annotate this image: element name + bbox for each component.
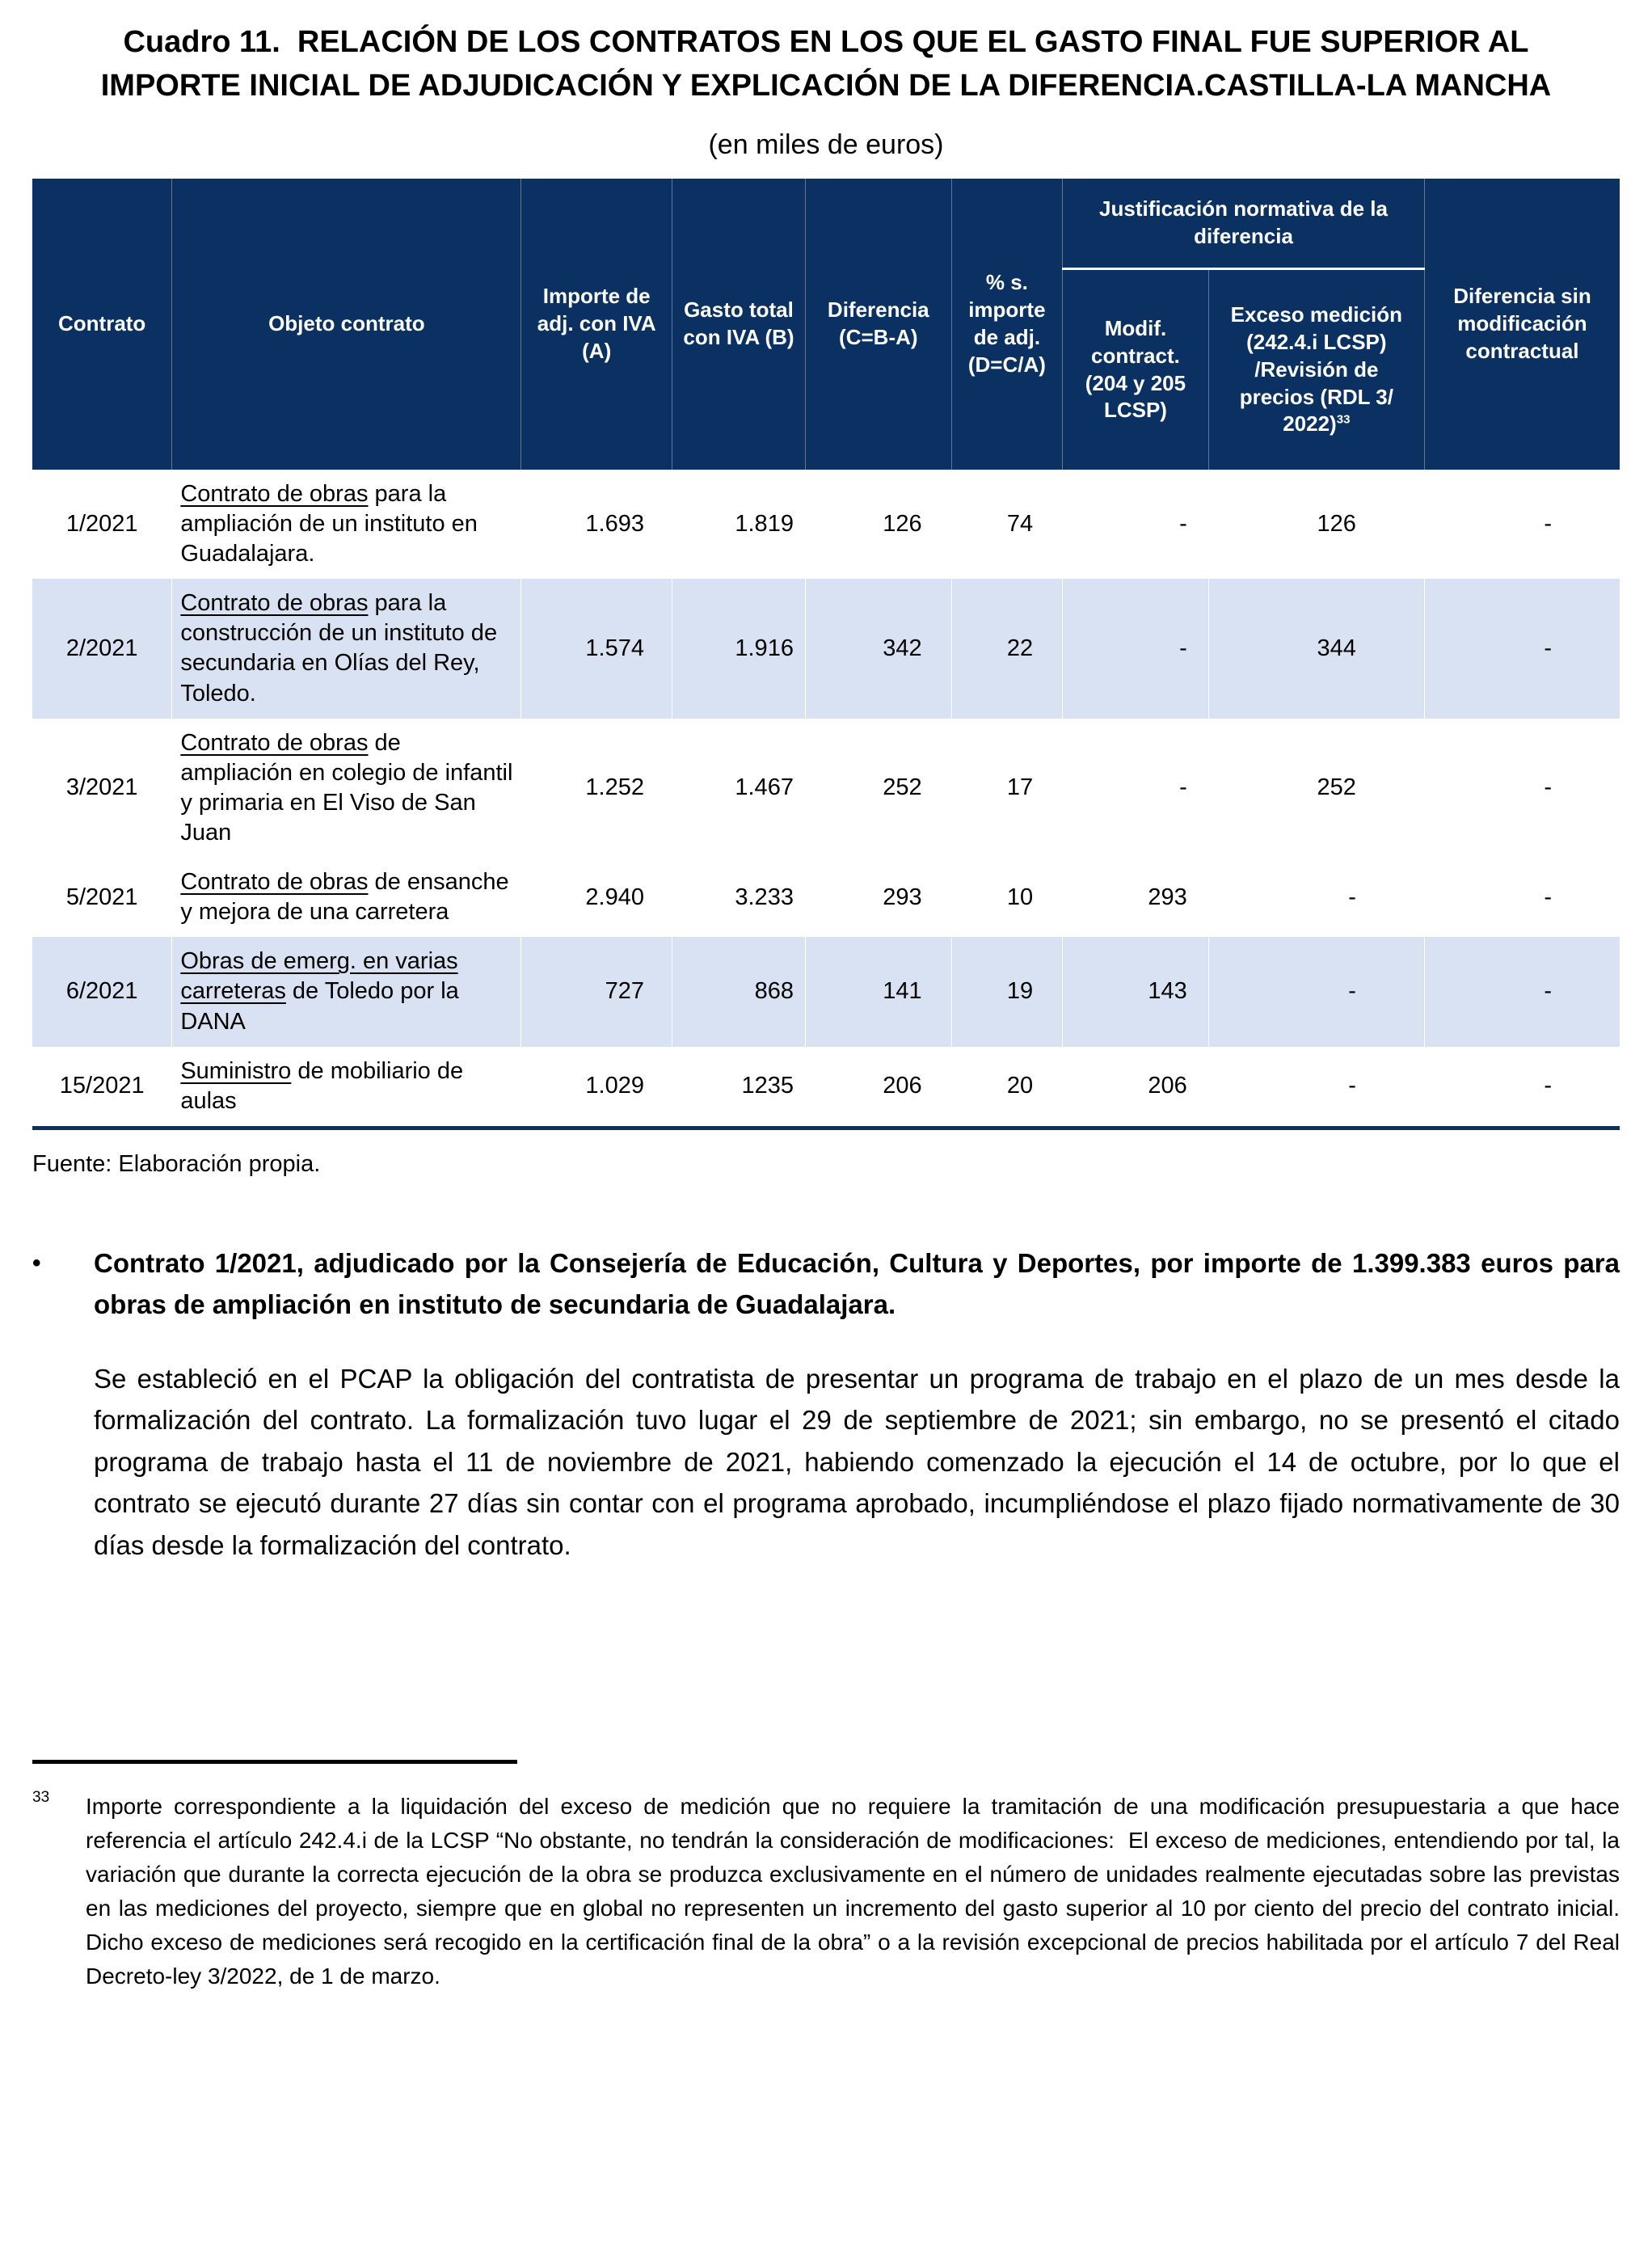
- bullet-text: Contrato 1/2021, adjudicado por la Consejería de Educación, Cultura y Deportes, por importe de 1.399.383 euros para obras de ampliación en instituto de secundaria de Guadalajara.: [94, 1247, 1620, 1320]
- cell-sin-modif: -: [1424, 470, 1620, 579]
- cell-diferencia: 252: [805, 719, 951, 858]
- objeto-underlined: Contrato de obras: [180, 729, 369, 756]
- cell-objeto: [172, 937, 521, 1046]
- footnote-number: 33: [32, 1789, 50, 1807]
- cell-diferencia: 206: [805, 1047, 951, 1128]
- cell-modif: -: [1063, 579, 1209, 718]
- cell-exceso: 344: [1208, 579, 1424, 718]
- cell-importe: 1.574: [521, 579, 672, 718]
- cell-contrato: 3/2021: [32, 719, 172, 858]
- cell-diferencia: 126: [805, 470, 951, 579]
- cell-diferencia: 342: [805, 579, 951, 718]
- footnote-text: Importe correspondiente a la liquidación del exceso de medición que no requiere la tramitación de una modificación presupuestaria a que hace referencia el artículo 242.4.i de la LCSP “No obstante, no tendrán la consideración de modificaciones: El exceso de mediciones, entendiendo por tal, la variación que durante la correcta ejecución de la obra se produzca exclusivamente en el número de unidades realmente ejecutadas sobre las previstas en las mediciones del proyecto, siempre que en global no representen un incremento del gasto superior al 10 por ciento del precio del contrato inicial. Dicho exceso de mediciones será recogido en la certificación final de la obra” o a la revisión excepcional de precios habilitada por el artículo 7 del Real Decreto-ley 3/2022, de 1 de marzo.: [86, 1794, 1620, 1989]
- cell-pct-importe: 17: [951, 719, 1062, 858]
- col-header-diferencia: Diferencia (C=B-A): [805, 179, 951, 470]
- cell-sin-modif: -: [1424, 719, 1620, 858]
- col-header-pct-importe: % s. importe de adj. (D=C/A): [951, 179, 1062, 470]
- header-row-top: [32, 179, 1620, 269]
- cell-exceso: -: [1208, 1047, 1424, 1128]
- table-subtitle: (en miles de euros): [708, 129, 944, 160]
- footnote-section: [32, 1760, 1620, 1993]
- table-row: [32, 937, 1620, 1046]
- group-header-justificacion: Justificación normativa de la diferencia: [1063, 179, 1425, 269]
- bullet-marker: •: [32, 1249, 41, 1276]
- exceso-header-text: Exceso medición (242.4.i LCSP) /Revisión de precios (RDL 3/ 2022): [1230, 302, 1403, 437]
- objeto-underlined: Obras de emerg. en varias carreteras: [180, 948, 458, 1005]
- objeto-underlined: Contrato de obras: [180, 590, 369, 617]
- col-header-objeto: Objeto contrato: [172, 179, 521, 470]
- cell-importe: 727: [521, 937, 672, 1046]
- cell-modif: 293: [1063, 858, 1209, 937]
- cell-gasto: 1.819: [672, 470, 805, 579]
- table-row: [32, 579, 1620, 718]
- col-header-importe-adj: Importe de adj. con IVA (A): [521, 179, 672, 470]
- footnote: [32, 1790, 1620, 1993]
- cell-importe: 1.252: [521, 719, 672, 858]
- cell-modif: 206: [1063, 1047, 1209, 1128]
- footnote-ref-marker: 33: [1336, 412, 1351, 427]
- cell-exceso: -: [1208, 937, 1424, 1046]
- body-paragraph: Se estableció en el PCAP la obligación del contratista de presentar un programa de trabajo en el plazo de un mes desde la formalización del contrato. La formalización tuvo lugar el 29 de septiembre de 2021; sin embargo, no se presentó el citado programa de trabajo hasta el 11 de noviembre de 2021, habiendo comenzado la ejecución el 14 de octubre, por lo que el contrato se ejecutó durante 27 días sin contar con el programa aprobado, incumpliéndose el plazo fijado normativamente de 30 días desde la formalización del contrato.: [94, 1363, 1620, 1560]
- cell-modif: -: [1063, 470, 1209, 579]
- cell-gasto: 1.467: [672, 719, 805, 858]
- source-note: Fuente: Elaboración propia.: [32, 1150, 321, 1177]
- table-row: [32, 719, 1620, 858]
- col-header-contrato: Contrato: [32, 179, 172, 470]
- objeto-rest: para la construcción de un instituto de secundaria en Olías del Rey, Toledo.: [180, 590, 498, 707]
- col-header-dif-sin-modif: Diferencia sin modificación contractual: [1424, 179, 1620, 470]
- cell-importe: 2.940: [521, 858, 672, 937]
- cell-contrato: 5/2021: [32, 858, 172, 937]
- cell-gasto: 1235: [672, 1047, 805, 1128]
- cell-sin-modif: -: [1424, 937, 1620, 1046]
- objeto-rest: de ensanche y mejora de una carretera: [180, 869, 509, 926]
- bullet-item: [32, 1242, 1620, 1326]
- cell-exceso: 252: [1208, 719, 1424, 858]
- cell-gasto: 1.916: [672, 579, 805, 718]
- cell-exceso: -: [1208, 858, 1424, 937]
- cell-sin-modif: -: [1424, 858, 1620, 937]
- objeto-underlined: Contrato de obras: [180, 480, 369, 507]
- cell-exceso: 126: [1208, 470, 1424, 579]
- table-row: [32, 858, 1620, 937]
- col-header-gasto-total: Gasto total con IVA (B): [672, 179, 805, 470]
- objeto-underlined: Suministro: [180, 1057, 292, 1084]
- cell-pct-importe: 22: [951, 579, 1062, 718]
- cell-pct-importe: 20: [951, 1047, 1062, 1128]
- cell-objeto: [172, 719, 521, 858]
- cell-diferencia: 293: [805, 858, 951, 937]
- cell-contrato: 1/2021: [32, 470, 172, 579]
- cell-objeto: [172, 858, 521, 937]
- table-title: Cuadro 11. RELACIÓN DE LOS CONTRATOS EN LOS QUE EL GASTO FINAL FUE SUPERIOR AL IMPORTE INICIAL DE ADJUDICACIÓN Y EXPLICACIÓN DE LA DIFERENCIA.CASTILLA-LA MANCHA: [100, 25, 1552, 103]
- cell-modif: 143: [1063, 937, 1209, 1046]
- table-row: [32, 470, 1620, 579]
- cell-importe: 1.029: [521, 1047, 672, 1128]
- cell-modif: -: [1063, 719, 1209, 858]
- cell-pct-importe: 74: [951, 470, 1062, 579]
- col-header-modif-contract: Modif. contract. (204 y 205 LCSP): [1063, 269, 1209, 470]
- cell-gasto: 3.233: [672, 858, 805, 937]
- contracts-table: [32, 179, 1620, 1130]
- cell-contrato: 6/2021: [32, 937, 172, 1046]
- cell-objeto: [172, 579, 521, 718]
- footnote-separator: [32, 1760, 517, 1764]
- col-header-exceso-medicion: [1208, 269, 1424, 470]
- cell-pct-importe: 19: [951, 937, 1062, 1046]
- objeto-rest: de mobiliario de aulas: [180, 1057, 464, 1114]
- objeto-rest: de Toledo por la DANA: [180, 978, 459, 1035]
- cell-gasto: 868: [672, 937, 805, 1046]
- objeto-rest: para la ampliación de un instituto en Guadalajara.: [180, 480, 478, 567]
- cell-contrato: 15/2021: [32, 1047, 172, 1128]
- cell-sin-modif: -: [1424, 1047, 1620, 1128]
- cell-contrato: 2/2021: [32, 579, 172, 718]
- table-row: [32, 1047, 1620, 1128]
- cell-diferencia: 141: [805, 937, 951, 1046]
- objeto-underlined: Contrato de obras: [180, 869, 369, 896]
- cell-objeto: [172, 470, 521, 579]
- cell-sin-modif: -: [1424, 579, 1620, 718]
- objeto-rest: de ampliación en colegio de infantil y primaria en El Viso de San Juan: [180, 729, 513, 846]
- cell-objeto: [172, 1047, 521, 1128]
- cell-pct-importe: 10: [951, 858, 1062, 937]
- cell-importe: 1.693: [521, 470, 672, 579]
